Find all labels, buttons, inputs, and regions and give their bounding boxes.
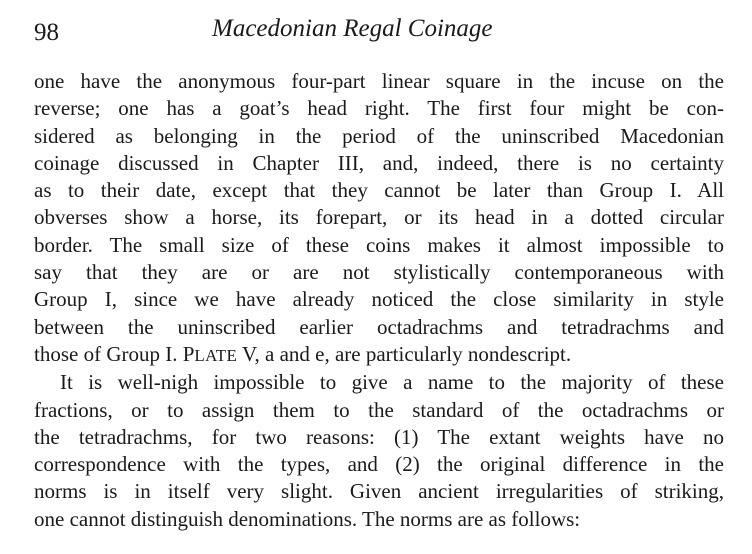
paragraph-2 [34,369,724,533]
text-line: norms is in itself very slight. Given ancient irregularities of striking, [34,479,724,504]
paragraph-1 [34,68,724,369]
text-line-last [34,341,724,369]
page-number: 98 [34,19,59,46]
running-title: Macedonian Regal Coinage [212,15,493,42]
text-line: border. The small size of these coins makes it almost impossible to [34,232,724,257]
line-prefix: those of Group I. [34,341,183,366]
plate-reference-initial: P [182,341,195,366]
text-line: It is well-nigh impossible to give a name to the majority of these [60,370,724,395]
body-text [34,68,724,533]
text-line: the tetradrachms, for two reasons: (1) The extant weights have no [34,424,724,449]
text-line: coinage discussed in Chapter III, and, indeed, there is no certainty [34,150,724,175]
plate-reference-smallcaps: LATE [194,345,238,365]
page-header [34,14,712,48]
text-line: between the uninscribed earlier octadrachms and tetradrachms and [34,314,724,339]
text-line: Group I, since we have already noticed the close similarity in style [34,287,724,312]
text-line: sidered as belonging in the period of the uninscribed Macedonian [34,123,724,148]
text-line: obverses show a horse, its forepart, or its head in a dotted circular [34,205,724,230]
text-line: say that they are or are not stylistically contemporaneous with [34,260,724,285]
text-line: fractions, or to assign them to the standard of the octadrachms or [34,397,724,422]
text-line: correspondence with the types, and (2) the original difference in the [34,452,724,477]
text-line-last: one cannot distinguish denominations. The norms are as follows: [34,506,581,531]
text-line: one have the anonymous four-part linear square in the incuse on the [34,69,724,93]
text-line: as to their date, except that they cannot be later than Group I. All [34,178,724,203]
line-suffix: V, a and e, are particularly nondescript. [237,341,572,366]
text-line: reverse; one has a goat’s head right. The first four might be con- [34,96,724,121]
